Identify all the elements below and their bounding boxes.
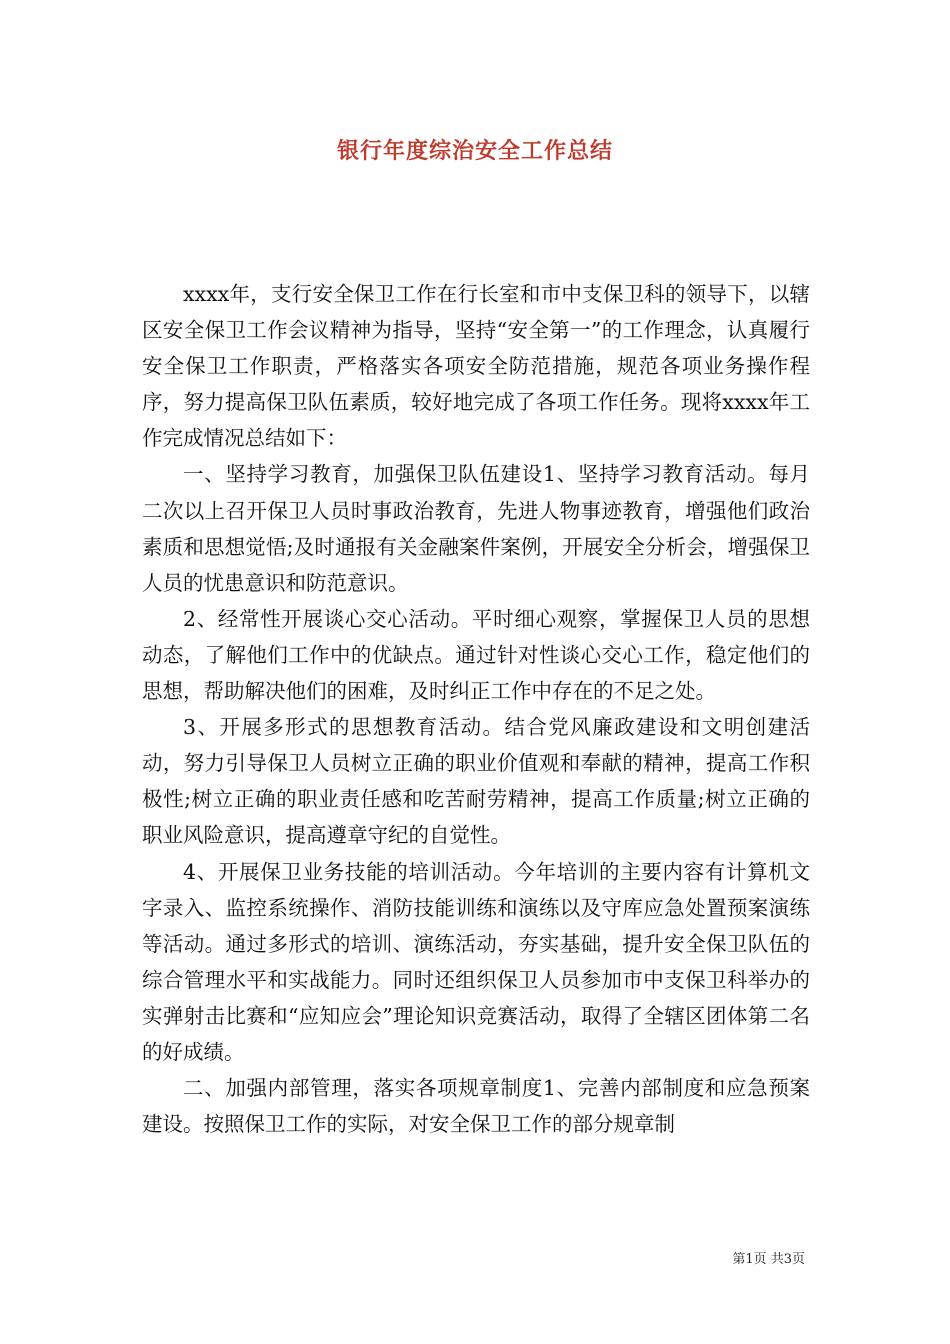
document-body — [142, 276, 810, 1142]
paragraph-item-4: 4、开展保卫业务技能的培训活动。今年培训的主要内容有计算机文字录入、监控系统操作、消防技能训练和演练以及守库应急处置预案演练等活动。通过多形式的培训、演练活动，夯实基础，提升安全保卫队伍的综合管理水平和实战能力。同时还组织保卫人员参加市中支保卫科举办的实弹射击比赛和“应知应会”理论知识竞赛活动，取得了全辖区团体第二名的好成绩。 — [142, 859, 810, 1064]
paragraph-item-2: 2、经常性开展谈心交心活动。平时细心观察，掌握保卫人员的思想动态，了解他们工作中的优缺点。通过针对性谈心交心工作，稳定他们的思想，帮助解决他们的困难，及时纠正工作中存在的不足之处。 — [142, 606, 810, 704]
paragraph-intro: xxxx年，支行安全保卫工作在行长室和市中支保卫科的领导下，以辖区安全保卫工作会议精神为指导，坚持“安全第一”的工作理念，认真履行安全保卫工作职责，严格落实各项安全防范措施，规范各项业务操作程序，努力提高保卫队伍素质，较好地完成了各项工作任务。现将xxxx年工作完成情况总结如下： — [142, 282, 810, 451]
paragraph-item-3: 3、开展多形式的思想教育活动。结合党风廉政建设和文明创建活动，努力引导保卫人员树立正确的职业价值观和奉献的精神，提高工作积极性;树立正确的职业责任感和吃苦耐劳精神，提高工作质量;树立正确的职业风险意识，提高遵章守纪的自觉性。 — [142, 715, 810, 848]
page-number-footer: 第1页 共3页 — [732, 1252, 805, 1267]
paragraph-section-2: 二、加强内部管理，落实各项规章制度1、完善内部制度和应急预案建设。按照保卫工作的实际，对安全保卫工作的部分规章制 — [142, 1076, 810, 1137]
document-title: 银行年度综治安全工作总结 — [336, 139, 613, 164]
paragraph-section-1: 一、坚持学习教育，加强保卫队伍建设1、坚持学习教育活动。每月二次以上召开保卫人员时事政治教育，先进人物事迹教育，增强他们政治素质和思想觉悟;及时通报有关金融案件案例，开展安全分析会，增强保卫人员的忧患意识和防范意识。 — [142, 462, 810, 595]
